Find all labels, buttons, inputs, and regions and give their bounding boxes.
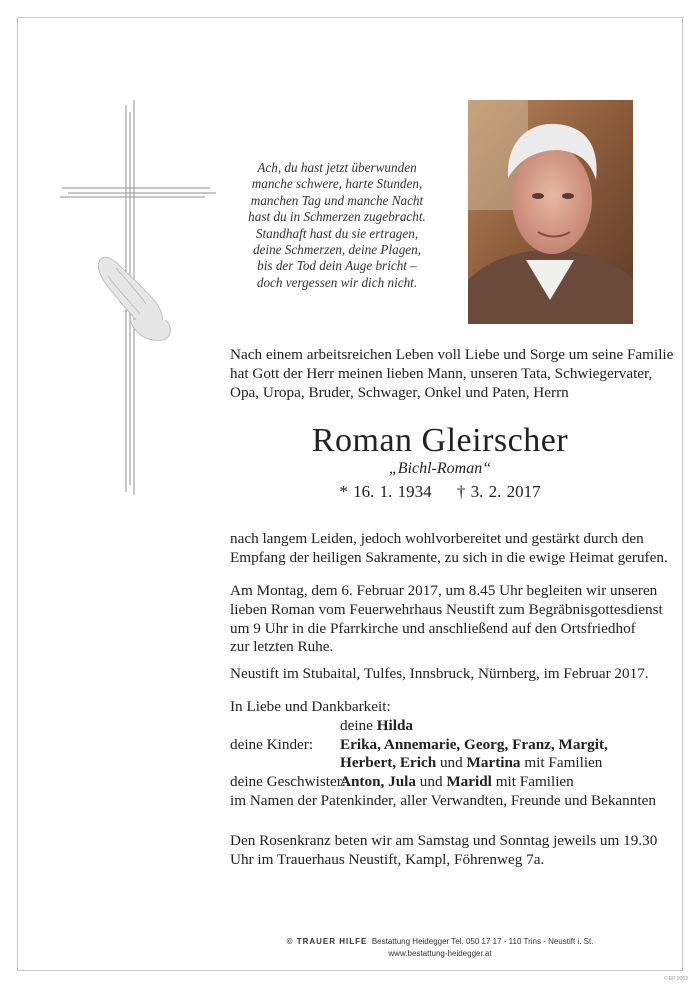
- funeral-line: um 9 Uhr in die Pfarrkirche und anschließend auf den Ortsfriedhof: [230, 619, 636, 637]
- cross-with-praying-hands-icon: [60, 100, 220, 500]
- with-families: mit Familien: [491, 773, 574, 791]
- place-date: [230, 665, 650, 684]
- rosary-paragraph: [230, 832, 658, 870]
- rosary-line: Den Rosenkranz beten wir am Samstag und Sonntag jeweils um 19.30: [230, 832, 658, 849]
- deceased-name: Roman Gleirscher: [311, 422, 569, 459]
- intro-line: hat Gott der Herr meinen lieben Mann, unseren Tata, Schwiegervater,: [230, 364, 653, 382]
- intro-line: Opa, Uropa, Bruder, Schwager, Onkel und Paten, Herrn: [230, 383, 569, 401]
- children-line: [340, 754, 602, 773]
- others-line: im Namen der Patenkinder, aller Verwandten, Freunde und Bekannten: [230, 791, 656, 809]
- children-names: Martina: [466, 754, 521, 772]
- children-names: Herbert, Erich: [340, 754, 437, 772]
- birth-date: * 16. 1. 1934: [339, 482, 432, 501]
- passing-line: nach langem Leiden, jedoch wohlvorbereitet und gestärkt durch den: [230, 530, 644, 547]
- poem: [222, 160, 452, 291]
- death-date: † 3. 2. 2017: [456, 482, 541, 501]
- portrait-photo: [468, 100, 633, 324]
- conjunction: und: [436, 754, 467, 772]
- poem-line: manchen Tag und manche Nacht: [250, 192, 424, 208]
- intro-line: Nach einem arbeitsreichen Leben voll Liebe und Sorge um seine Familie: [230, 346, 674, 363]
- poem-line: doch vergessen wir dich nicht.: [256, 274, 418, 290]
- siblings-label: deine Geschwister:: [230, 773, 346, 791]
- children-names: Erika, Annemarie, Georg, Franz, Margit,: [340, 735, 608, 753]
- poem-line: Ach, du hast jetzt überwunden: [257, 160, 417, 175]
- poem-line: manche schwere, harte Stunden,: [251, 176, 423, 192]
- children-line: [340, 736, 608, 755]
- mourners-list: [230, 698, 656, 811]
- poem-line: bis der Tod dein Auge bricht –: [257, 258, 417, 274]
- funeral-line: Am Montag, dem 6. Februar 2017, um 8.45 Uhr begleiten wir unseren: [230, 582, 658, 599]
- poem-line: deine Schmerzen, deine Plagen,: [252, 242, 422, 258]
- passing-paragraph: [230, 530, 668, 568]
- wife-prefix: deine: [340, 716, 377, 734]
- sibling-names: Maridl: [446, 773, 492, 791]
- mourners-intro: In Liebe und Dankbarkeit:: [230, 698, 391, 715]
- rosary-line: Uhr im Trauerhaus Neustift, Kampl, Föhrenweg 7a.: [230, 850, 545, 868]
- deceased-nickname: „Bichl-Roman“: [388, 460, 492, 477]
- intro-paragraph: [230, 346, 674, 402]
- print-code: © EP 9063: [663, 976, 688, 982]
- with-families: mit Familien: [520, 754, 603, 772]
- life-dates: [230, 482, 650, 502]
- footer-website[interactable]: www.bestattung-heidegger.at: [388, 949, 492, 958]
- sibling-names: Anton, Jula: [340, 773, 416, 791]
- footer: [230, 936, 650, 960]
- place-date-text: Neustift im Stubaital, Tulfes, Innsbruck, Nürnberg, im Februar 2017.: [230, 665, 649, 682]
- conjunction: und: [415, 773, 447, 791]
- funeral-line: lieben Roman vom Feuerwehrhaus Neustift zum Begräbnisgottesdienst: [230, 600, 663, 618]
- footer-contact: Bestattung Heidegger Tel. 050 17 17 - 110 Trins - Neustift i. St.: [371, 937, 594, 946]
- wife-entry: [340, 717, 413, 736]
- poem-line: Standhaft hast du sie ertragen,: [255, 225, 419, 241]
- footer-brand: © TRAUER HILFE: [286, 937, 368, 946]
- passing-line: Empfang der heiligen Sakramente, zu sich in die ewige Heimat gerufen.: [230, 548, 668, 566]
- poem-line: hast du in Schmerzen zugebracht.: [248, 209, 426, 225]
- wife-name: Hilda: [376, 716, 413, 734]
- funeral-line: zur letzten Ruhe.: [230, 638, 334, 656]
- funeral-paragraph: [230, 582, 663, 657]
- children-label: deine Kinder:: [230, 735, 314, 753]
- siblings-line: [340, 773, 574, 792]
